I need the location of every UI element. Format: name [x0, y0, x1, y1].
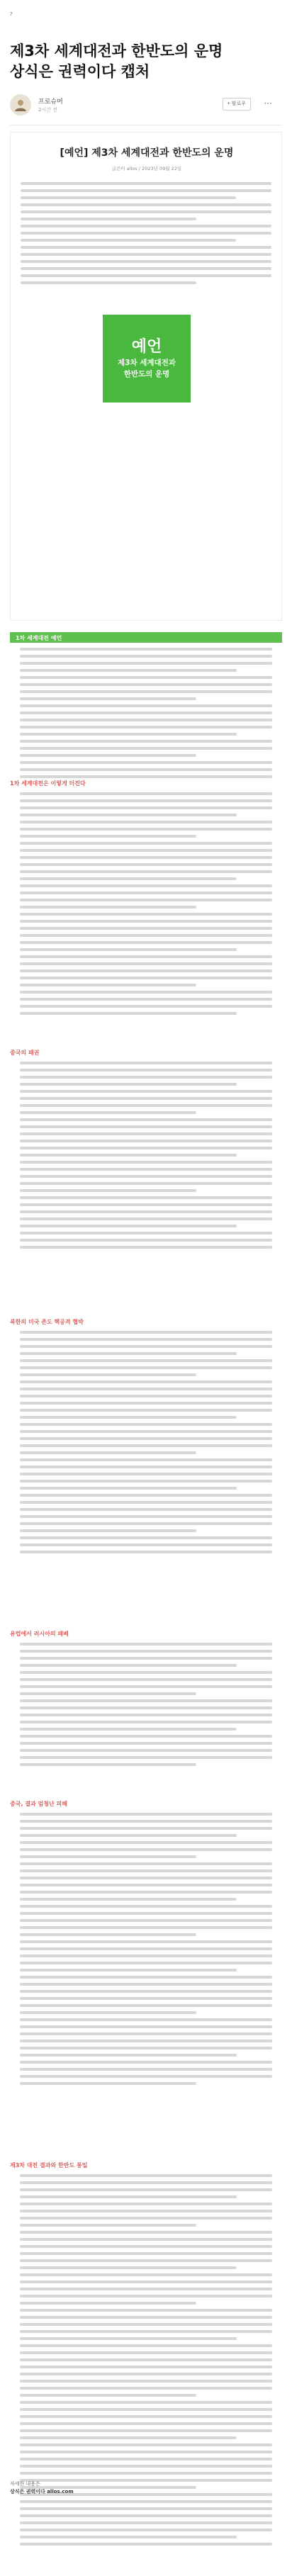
menu-icon[interactable]: ? [10, 11, 13, 17]
avatar-icon [13, 97, 28, 113]
article-intro [21, 182, 271, 288]
section-subheading: 중국의 패권 [10, 1050, 40, 1056]
section-body [20, 648, 272, 782]
section-heading: 1차 세계대전 예언 [10, 632, 282, 643]
section-subheading: 제3차 대전 결과와 한반도 통일 [10, 2162, 88, 2169]
section-body [20, 792, 272, 1019]
section-body [20, 1643, 272, 1770]
author-row [10, 94, 282, 118]
post-timestamp: 2시간 전 [38, 107, 57, 113]
article-heading: [예언] 제3차 세계대전과 한반도의 운명 [60, 147, 234, 159]
post-title: 제3차 세계대전과 한반도의 운명 상식은 권력이다 캡처 [10, 43, 223, 80]
section-3 [10, 1049, 282, 1057]
section-2 [10, 780, 282, 787]
more-options-icon[interactable]: ··· [264, 99, 272, 108]
section-subheading: 북한의 미국 존도 핵공격 협박 [10, 1319, 84, 1325]
section-body [20, 1062, 272, 1253]
hero-subtitle-1: 제3차 세계대전과 [118, 359, 176, 367]
bottom-cta [10, 2480, 282, 2496]
section-1 [10, 632, 282, 643]
section-6 [10, 1800, 282, 1808]
follow-button[interactable]: + 팔로우 [223, 98, 251, 111]
avatar[interactable] [10, 94, 31, 116]
hero-subtitle-2: 한반도의 운명 [123, 370, 170, 378]
hero-banner [103, 315, 191, 403]
section-5 [10, 1630, 282, 1638]
section-subheading: 유럽에서 러시아의 패배 [10, 1631, 69, 1637]
hero-title: 예언 [131, 338, 162, 356]
top-bar [0, 0, 292, 28]
cta-line: 자세한 내용은 [10, 2481, 40, 2487]
cta-link[interactable]: 상식은 권력이다 allos.com [10, 2489, 74, 2495]
section-4 [10, 1318, 282, 1326]
section-subheading: 1차 세계대전은 이렇게 터진다 [10, 780, 86, 787]
section-7 [10, 2161, 282, 2169]
article-meta: 글쓴이 allos / 2023년 09월 22일 [111, 166, 182, 171]
section-body [20, 1813, 272, 2089]
author-name[interactable]: 프로슈머 [38, 99, 63, 106]
section-body [20, 1331, 272, 1558]
section-subheading: 중국, 결과 엄청난 피해 [10, 1801, 67, 1807]
article-card [10, 132, 282, 621]
